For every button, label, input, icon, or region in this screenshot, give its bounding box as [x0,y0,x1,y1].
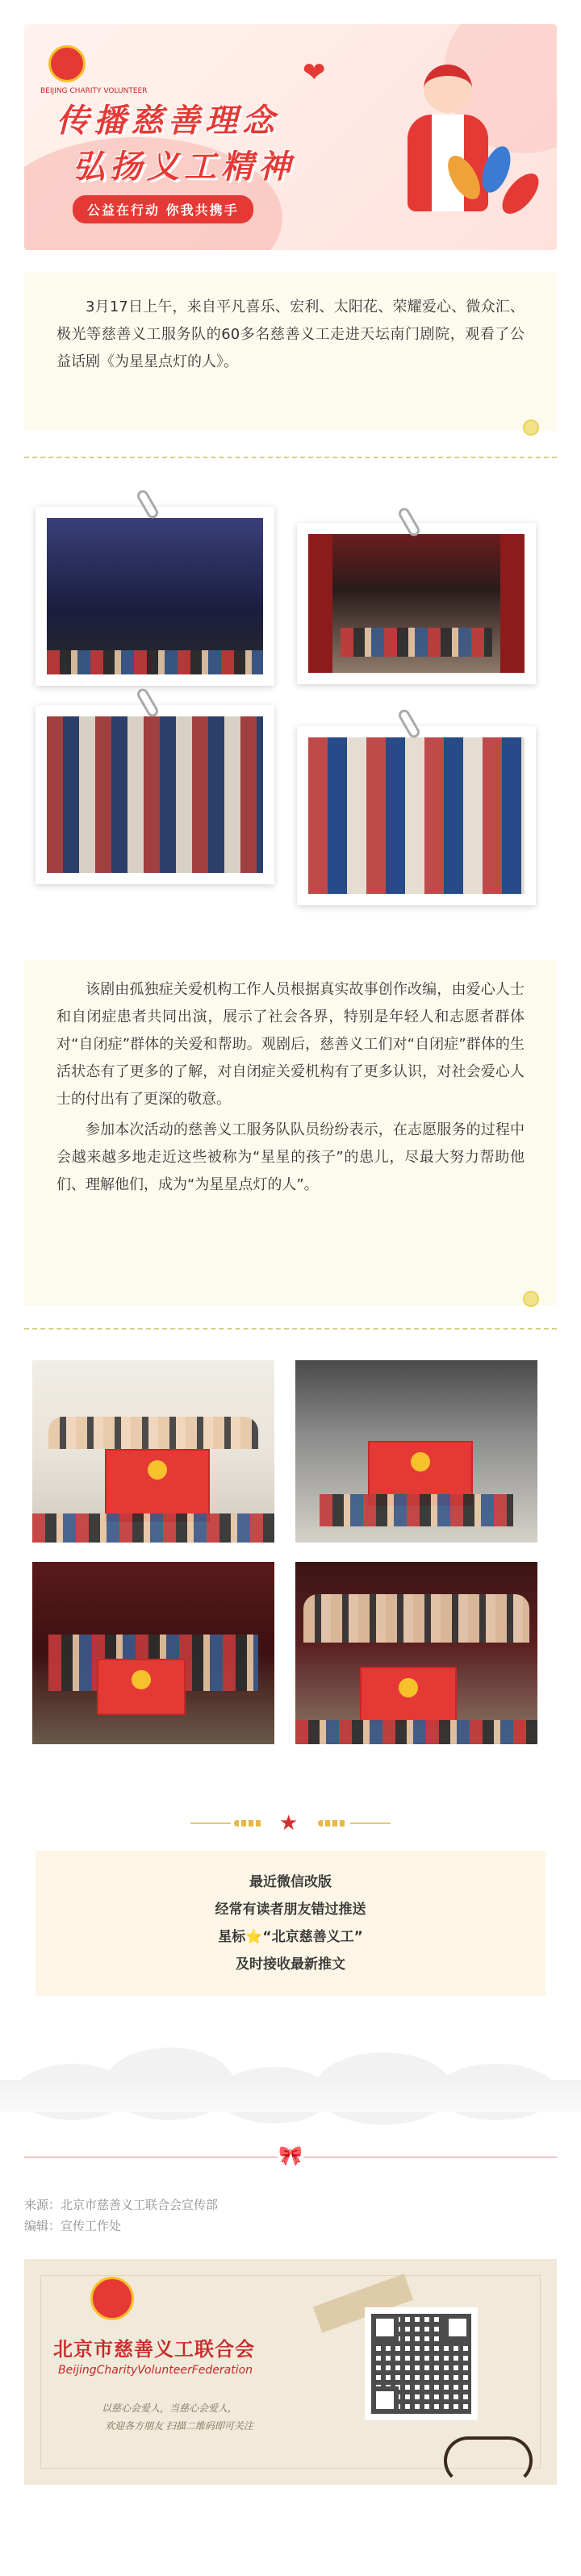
banner-title-line1: 传播慈善理念 [56,102,279,140]
photo-audience-1[interactable] [36,705,274,884]
logo-caption: BEIJING CHARITY VOLUNTEER [40,87,148,95]
org-footer-card [24,2259,557,2485]
editor-line: 编辑：宣传工作处 [24,2219,122,2233]
notice-line2: 经常有读者朋友错过推送 [215,1902,366,1918]
photo-group-3[interactable] [32,1562,274,1744]
org-logo-icon [48,45,86,82]
org-name: 北京市慈善义工联合会 [53,2338,255,2361]
subscribe-notice [36,1851,545,1996]
source-line: 来源：北京市慈善义工联合会宣传部 [24,2198,219,2212]
banner-slogan: 公益在行动 你我共携手 [73,195,253,223]
org-english-name: BeijingCharityVolunteerFederation [58,2364,253,2377]
intro-textbox [24,273,557,431]
dashed-divider [24,1328,557,1330]
qr-code[interactable] [365,2307,478,2420]
banner-title-line2: 弘扬义工精神 [73,148,295,186]
sun-icon [523,420,539,436]
leaf-decoration [444,137,541,234]
star-emoji-icon: ⭐ [245,1929,263,1945]
dashed-divider [24,457,557,458]
org-logo-icon [90,2277,134,2320]
photo-group-1[interactable] [32,1360,274,1543]
sun-icon [523,1291,539,1307]
photo-stage-performance[interactable] [36,507,274,686]
photo-group-2[interactable] [295,1360,537,1543]
notice-line4: 及时接收最新推文 [236,1956,345,1973]
notice-line1: 最近微信改版 [249,1874,332,1890]
bow-icon: 🎀 [278,2144,303,2167]
description-textbox [24,960,557,1305]
header-banner [24,24,557,250]
notice-line3: 星标⭐“北京慈善义工” [218,1929,363,1945]
glasses-decoration [444,2436,533,2485]
footer-qr-hint: 欢迎各方朋友 扫描二维码即可关注 [105,2420,253,2432]
cloud-decoration [0,2040,581,2112]
photo-audience-2[interactable] [297,726,536,905]
photo-stage-curtain-call[interactable] [297,523,536,684]
play-description-paragraph: 该剧由孤独症关爱机构工作人员根据真实故事创作改编，由爱心人士和自闭症患者共同出演，展示了社会各界，特别是年轻人和志愿者群体对“自闭症”群体的关爱和帮助。观剧后，慈善义工们对“自闭症”群体的生活状态有了更多的了解，对自闭症关爱机构有了更多认识，对社会爱心人士的付出有了更深的敬意。 [56,981,525,1108]
heart-icon: ❤ [303,56,326,89]
photo-group-4[interactable] [295,1562,537,1744]
intro-paragraph: 3月17日上午，来自平凡喜乐、宏利、太阳花、荣耀爱心、微众汇、极光等慈善义工服务队的60多名慈善义工走进天坛南门剧院，观看了公益话剧《为星星点灯的人》。 [56,299,525,370]
star-icon: ★ [279,1811,299,1835]
source-credits [24,2194,218,2236]
footer-tagline: 以慈心会爱人，当慈心会爱人， [102,2403,238,2414]
reflection-paragraph: 参加本次活动的慈善义工服务队队员纷纷表示，在志愿服务的过程中会越来越多地走近这些被称为“星星的孩子”的患儿，尽最大努力帮助他们、理解他们，成为“为星星点灯的人”。 [56,1121,525,1193]
star-divider [0,1812,581,1835]
